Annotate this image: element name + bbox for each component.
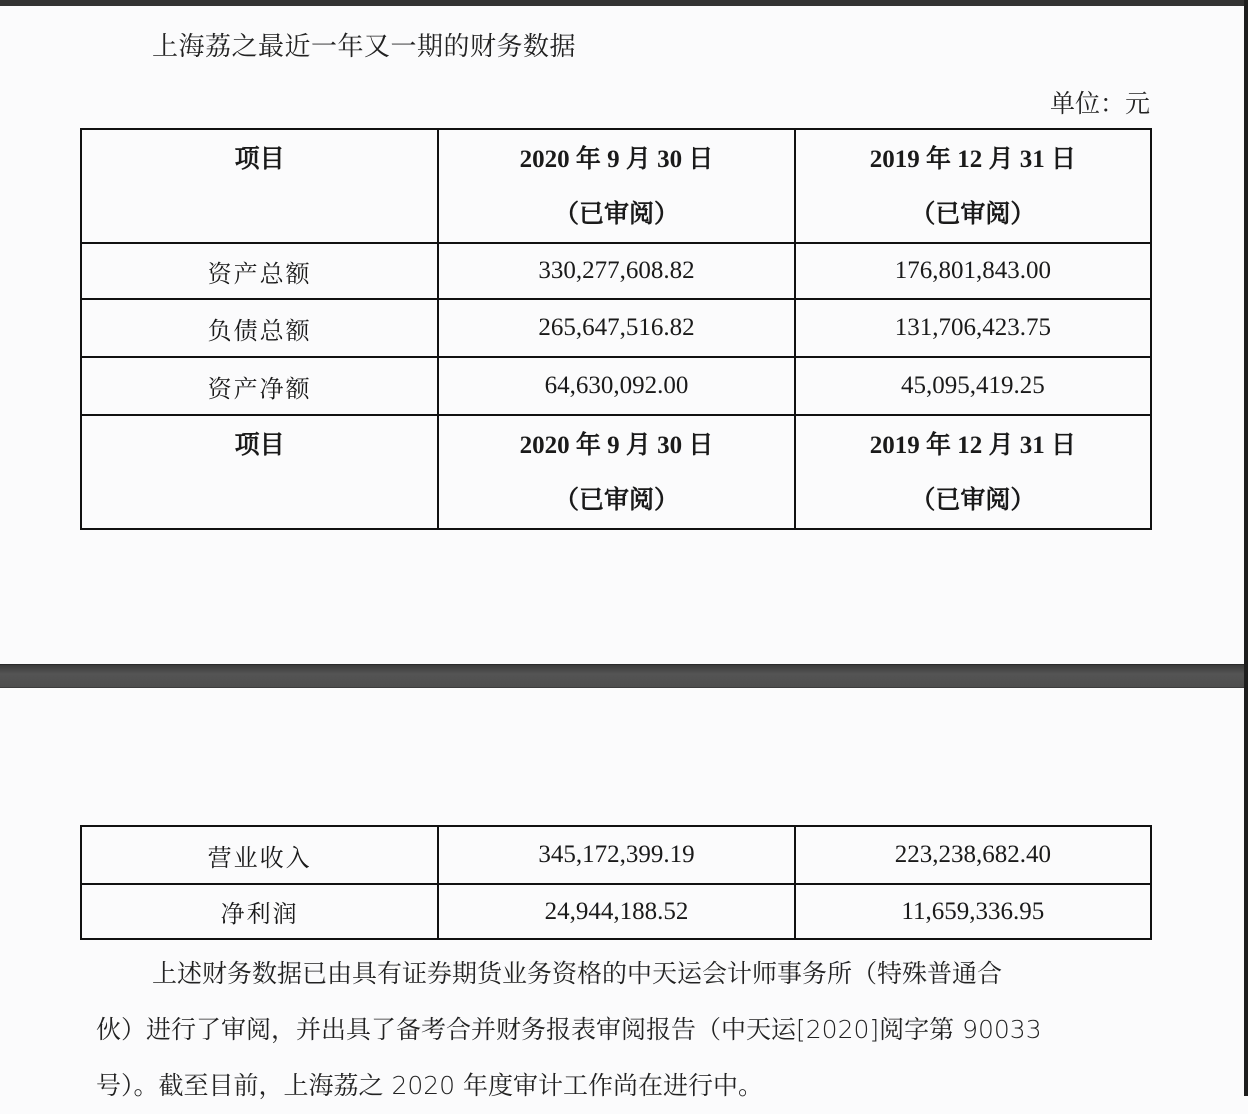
value-2019: 45,095,419.25	[795, 357, 1151, 415]
unit-label: 单位：元	[1049, 89, 1150, 118]
header-col-2020: 2020 年 9 月 30 日 （已审阅）	[438, 129, 794, 243]
value-2020: 330,277,608.82	[438, 243, 794, 299]
paragraph-line: 号）。截至目前，上海荔之 2020 年度审计工作尚在进行中。	[96, 1071, 764, 1100]
table-row	[81, 243, 1151, 299]
table-header-row	[81, 129, 1151, 243]
value-2020: 345,172,399.19	[438, 826, 794, 884]
paragraph-line: 上述财务数据已由具有证券期货业务资格的中天运会计师事务所（特殊普通合	[152, 959, 1003, 988]
row-label: 负债总额	[81, 299, 438, 357]
table-row	[81, 357, 1151, 415]
paragraph-line: 伙）进行了审阅，并出具了备考合并财务报表审阅报告（中天运[2020]阅字第 90033	[96, 1015, 1042, 1044]
table-header-row-repeat	[81, 415, 1151, 529]
value-2019: 176,801,843.00	[795, 243, 1151, 299]
header-item: 项目	[81, 129, 438, 243]
header-col-2019: 2019 年 12 月 31 日 （已审阅）	[795, 129, 1151, 243]
section-title: 上海荔之最近一年又一期的财务数据	[152, 32, 577, 62]
row-label: 营业收入	[81, 826, 438, 884]
viewer-right-edge	[1244, 0, 1248, 1096]
value-2019: 11,659,336.95	[795, 884, 1151, 939]
header-col-2019: 2019 年 12 月 31 日 （已审阅）	[795, 415, 1151, 529]
header-col-2020: 2020 年 9 月 30 日 （已审阅）	[438, 415, 794, 529]
table-row	[81, 299, 1151, 357]
balance-sheet-table	[80, 128, 1152, 530]
value-2020: 265,647,516.82	[438, 299, 794, 357]
value-2019: 223,238,682.40	[795, 826, 1151, 884]
audit-note-paragraph	[96, 946, 1156, 1114]
income-table	[80, 825, 1152, 940]
value-2019: 131,706,423.75	[795, 299, 1151, 357]
page-break-divider	[0, 664, 1244, 688]
table-row	[81, 826, 1151, 884]
value-2020: 64,630,092.00	[438, 357, 794, 415]
viewer-top-edge	[0, 0, 1248, 6]
header-item: 项目	[81, 415, 438, 529]
row-label: 资产净额	[81, 357, 438, 415]
row-label: 净利润	[81, 884, 438, 939]
row-label: 资产总额	[81, 243, 438, 299]
value-2020: 24,944,188.52	[438, 884, 794, 939]
table-row	[81, 884, 1151, 939]
